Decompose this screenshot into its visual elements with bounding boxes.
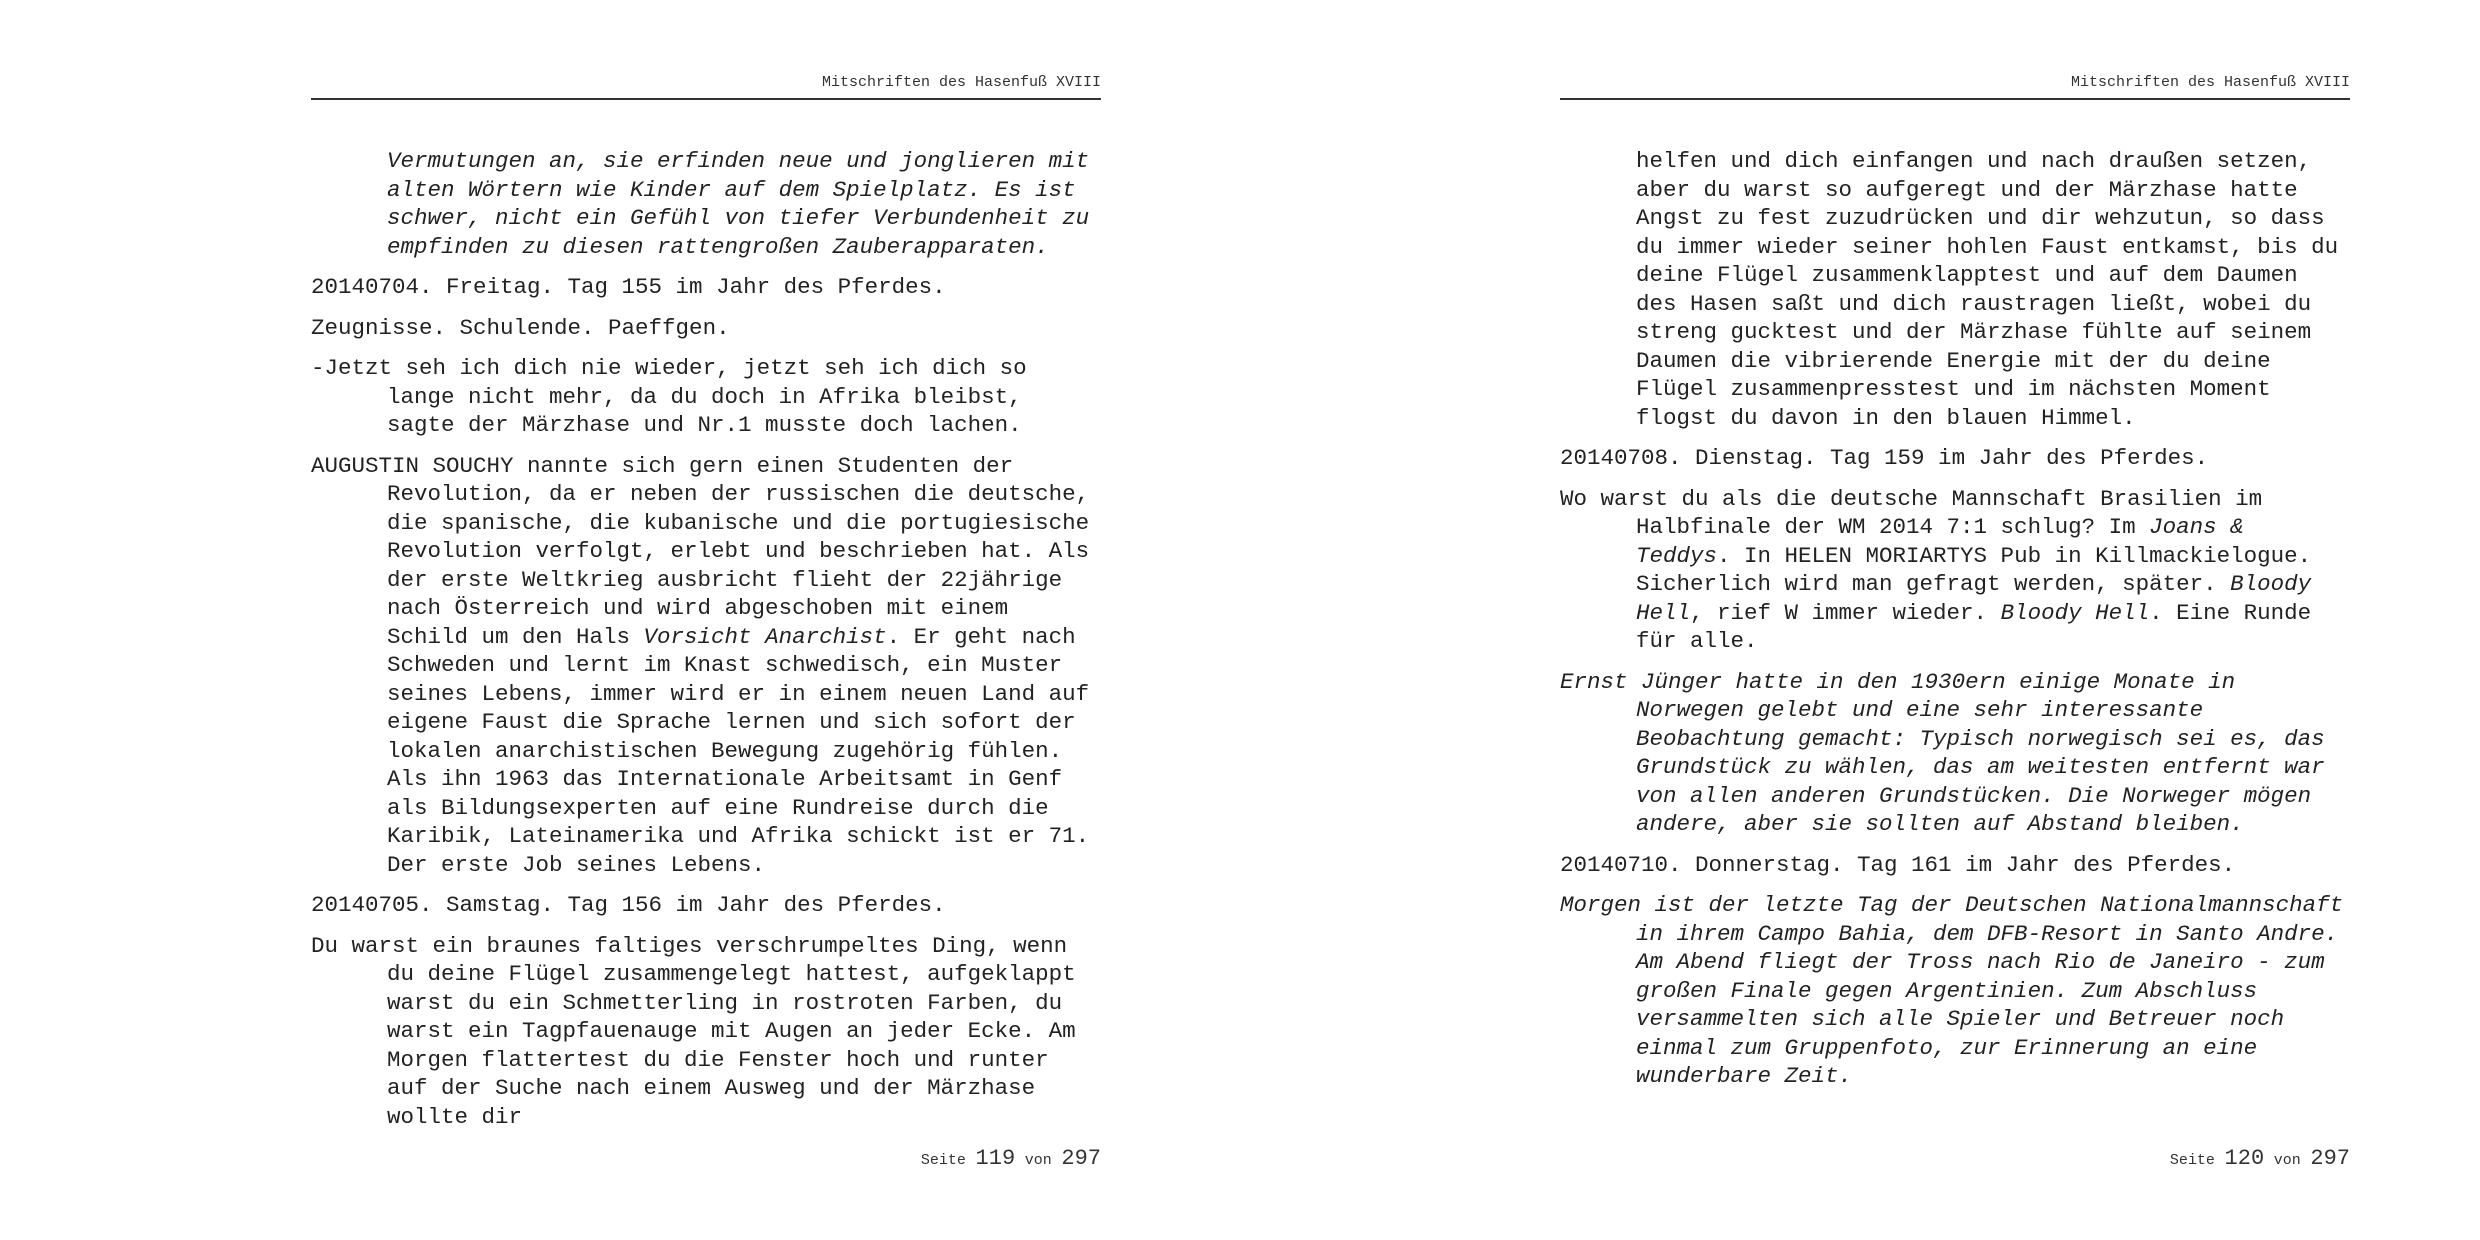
emphasis: Bloody Hell: [1636, 571, 2312, 626]
page-number: 120: [2224, 1146, 2265, 1171]
text-run: . Eine Runde für alle.: [1636, 599, 2312, 654]
page-total: 297: [1061, 1146, 1101, 1171]
page-body: [1560, 147, 2350, 1103]
page-footer: [1560, 1146, 2350, 1171]
paragraph: [311, 452, 1101, 880]
emphasis: Bloody Hell: [2000, 599, 2150, 626]
footer-word-page: Seite: [920, 1152, 966, 1169]
footer-word-of: von: [2273, 1152, 2301, 1169]
right-page: [1560, 0, 2350, 1240]
paragraph: helfen und dich einfangen und nach draußen setzen, aber du warst so aufgeregt und der Märzhase hatte Angst zu fest zuzudrücken und dir wehzutun, so dass du immer wieder seiner hohlen Faust entkamst, bis du deine Flügel zusammenklapptest und auf dem Daumen des Hasen saßt und dich raustragen ließt, wobei du streng gucktest und der Märzhase fühlte auf seinem Daumen die vibrierende Energie mit der du deine Flügel zusammenpresstest und im nächsten Moment flogst du davon in den blauen Himmel.: [1636, 148, 2339, 431]
page-total: 297: [2310, 1146, 2350, 1171]
page-number: 119: [975, 1146, 1016, 1171]
diary-date-entry: 20140710. Donnerstag. Tag 161 im Jahr des Pferdes.: [1560, 851, 2236, 878]
running-header: Mitschriften des Hasenfuß XVIII: [311, 74, 1101, 100]
paragraph: Ernst Jünger hatte in den 1930ern einige Monate in Norwegen gelebt und eine sehr interessante Beobachtung gemacht: Typisch norwegisch sei es, das Grundstück zu wählen, das am weitesten entfernt war von allen anderen Grundstücken. Die Norweger mögen andere, aber sie sollten auf Abstand bleiben.: [1560, 668, 2325, 837]
diary-date-entry: 20140704. Freitag. Tag 155 im Jahr des Pferdes.: [311, 274, 946, 300]
paragraph: Zeugnisse. Schulende. Paeffgen.: [311, 314, 730, 341]
emphasis: Joans & Teddys: [1636, 514, 2244, 569]
running-header: Mitschriften des Hasenfuß XVIII: [1560, 74, 2350, 100]
text-run: AUGUSTIN SOUCHY nannte sich gern einen Studenten der Revolution, da er neben der russischen die deutsche, die spanische, die kubanische und die portugiesische Revolution verfolgt, erlebt und beschrieben hat. Als der erste Weltkrieg ausbricht flieht der 22jährige nach Österreich und wird abgeschoben mit einem Schild um den Hals: [311, 452, 1090, 650]
text-run: Wo warst du als die deutsche Mannschaft Brasilien im Halbfinale der WM 2014 7:1 schlug? Im: [1560, 485, 2263, 540]
footer-word-page: Seite: [2169, 1152, 2215, 1169]
paragraph: -Jetzt seh ich dich nie wieder, jetzt seh ich dich so lange nicht mehr, da du doch in Afrika bleibst, sagte der Märzhase und Nr.1 musste doch lachen.: [311, 355, 1027, 438]
text-run: , rief W immer wieder.: [1690, 599, 2001, 626]
page-body: [311, 147, 1101, 1143]
paragraph: Vermutungen an, sie erfinden neue und jonglieren mit alten Wörtern wie Kinder auf dem Spielplatz. Es ist schwer, nicht ein Gefühl von tiefer Verbundenheit zu empfinden zu diesen rattengroßen Zauberapparaten.: [387, 148, 1090, 260]
text-run: . In HELEN MORIARTYS Pub in Killmackielogue. Sicherlich wird man gefragt werden, später.: [1636, 542, 2312, 597]
page-footer: [311, 1146, 1101, 1171]
paragraph: Morgen ist der letzte Tag der Deutschen Nationalmannschaft in ihrem Campo Bahia, dem DFB-Resort in Santo Andre. Am Abend fliegt der Tross nach Rio de Janeiro - zum großen Finale gegen Argentinien. Zum Abschluss versammelten sich alle Spieler und Betreuer noch einmal zum Gruppenfoto, zur Erinnerung an eine wunderbare Zeit.: [1560, 892, 2344, 1089]
left-page: [311, 0, 1101, 1240]
paragraph: Du warst ein braunes faltiges verschrumpeltes Ding, wenn du deine Flügel zusammengelegt hattest, aufgeklappt warst du ein Schmetterling in rostroten Farben, du warst ein Tagpfauenauge mit Augen an jeder Ecke. Am Morgen flattertest du die Fenster hoch und runter auf der Suche nach einem Ausweg und der Märzhase wollte dir: [311, 932, 1076, 1130]
diary-date-entry: 20140708. Dienstag. Tag 159 im Jahr des Pferdes.: [1560, 445, 2209, 471]
text-run: . Er geht nach Schweden und lernt im Knast schwedisch, ein Muster seines Lebens, immer wird er in einem neuen Land auf eigene Faust die Sprache lernen und sich sofort der lokalen anarchistischen Bewegung zugehörig fühlen. Als ihn 1963 das Internationale Arbeitsamt in Genf als Bildungsexperten auf eine Rundreise durch die Karibik, Lateinamerika und Afrika schickt ist er 71. Der erste Job seines Lebens.: [387, 623, 1090, 878]
paragraph: [1560, 485, 2350, 656]
footer-word-of: von: [1024, 1152, 1052, 1169]
diary-date-entry: 20140705. Samstag. Tag 156 im Jahr des Pferdes.: [311, 892, 946, 918]
emphasis: Vorsicht Anarchist: [643, 623, 887, 650]
